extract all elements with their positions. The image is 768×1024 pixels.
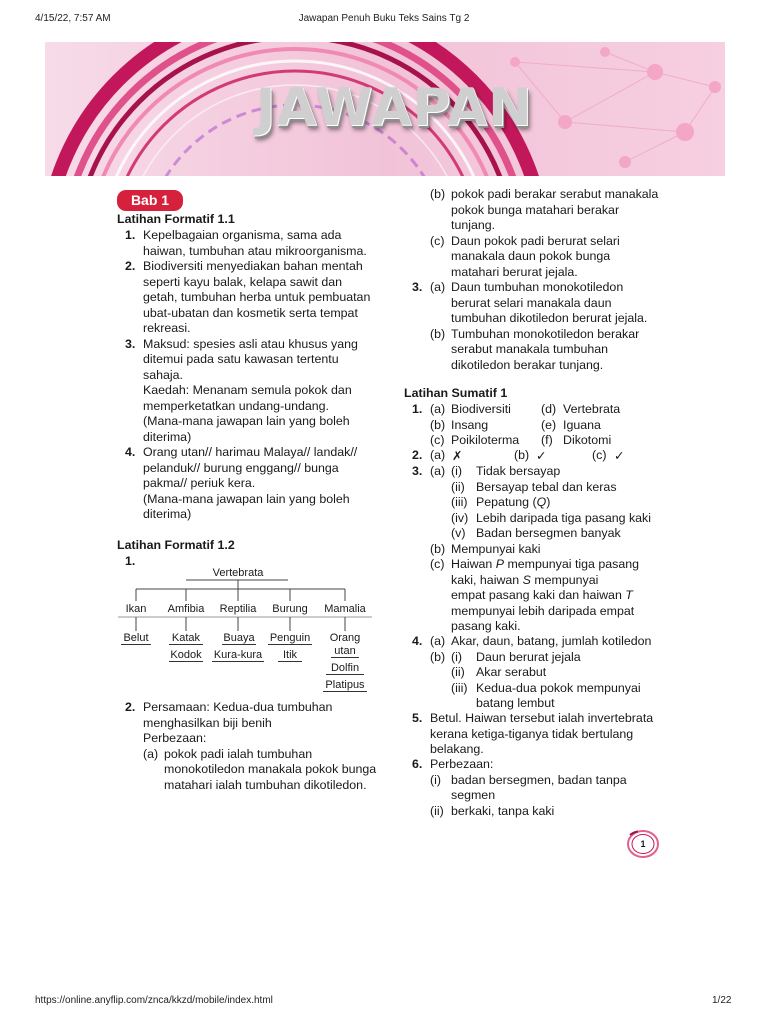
answer-label: (f) [541, 433, 553, 447]
answer-text: pokok padi berakar serabut manakala [451, 187, 659, 201]
banner-title: JAWAPAN [256, 78, 533, 138]
answer-text: ubat-ubatan dan kosmetik serta tempat [143, 305, 358, 320]
tree-example: Penguin [269, 632, 311, 644]
answer-text: Iguana [563, 417, 601, 432]
question-number: 6. [412, 757, 423, 771]
answer-text: Daun tumbuhan monokotiledon [451, 280, 624, 294]
section-heading: Latihan Sumatif 1 [404, 386, 508, 400]
answer-text: tumbuhan dikotiledon berurat jejala. [451, 311, 648, 325]
answer-text: pakma// periuk kera. [143, 476, 256, 490]
answer-text: Poikiloterma [451, 433, 520, 447]
answer-text: Maksud: spesies asli atau khusus yang [143, 336, 358, 351]
answer-text: Biodiversiti [451, 402, 511, 416]
tree-example: Dolfin [326, 662, 364, 675]
jawapan-banner [45, 42, 725, 176]
chapter-badge: Bab 1 [117, 190, 183, 211]
answer-text: matahari ialah tumbuhan dikotiledon. [164, 777, 367, 792]
answer-text: Tidak bersayap [476, 464, 561, 478]
answer-text: menghasilkan biji benih [143, 715, 272, 730]
answer-text: empat pasang kaki dan haiwan T [451, 588, 633, 602]
answer-text: badan bersegmen, badan tanpa [451, 772, 627, 787]
answer-text: Orang utan// harimau Malaya// landak// [143, 445, 358, 459]
tree-example: Belut [121, 632, 151, 645]
answer-label: (b) [514, 448, 530, 462]
answer-text: Daun berurat jejala [476, 649, 581, 664]
answer-label: (b) [430, 649, 446, 664]
answer-label: (b) [430, 326, 446, 341]
answer-text: Dikotomi [563, 433, 612, 447]
question-number: 1. [412, 402, 423, 416]
question-number: 2. [412, 448, 423, 462]
answer-label: (a) [430, 634, 446, 648]
answer-text: belakang. [430, 742, 484, 756]
answer-text: haiwan, tumbuhan atau mikroorganisma. [143, 243, 367, 258]
question-number: 3. [412, 464, 423, 478]
answer-text: manakala daun pokok bunga [451, 249, 611, 263]
answer-text: Kepelbagaian organisma, sama ada [143, 228, 342, 242]
question-number: 1. [125, 554, 136, 568]
answer-text: Betul. Haiwan tersebut ialah invertebrata [430, 711, 654, 725]
print-datetime: 4/15/22, 7:57 AM [35, 13, 111, 24]
question-number: 1. [125, 228, 136, 242]
answer-text: pokok padi ialah tumbuhan [164, 746, 313, 761]
check-mark: ✓ [536, 449, 547, 463]
answer-text: Haiwan P mempunyai tiga pasang [451, 557, 640, 571]
answer-text: Akar, daun, batang, jumlah kotiledon [451, 634, 652, 648]
answer-label: (c) [430, 233, 445, 248]
answer-text: serabut manakala tumbuhan [451, 342, 609, 356]
answer-text: dikotiledon berakar tunjang. [451, 357, 604, 372]
page-number: 1 [640, 839, 646, 849]
tree-class-burung: Burung [272, 603, 308, 615]
answer-label: (i) [430, 772, 442, 787]
answer-text: Daun pokok padi berurat selari [451, 233, 620, 248]
answer-text: kaki, haiwan S mempunyai [451, 572, 599, 587]
answer-text: Perbezaan: [143, 731, 207, 745]
answer-label: (b) [430, 541, 446, 556]
tree-example: Orang [329, 632, 361, 644]
answer-sublabel: (iii) [451, 680, 468, 695]
answer-text: mempunyai lebih daripada empat [451, 603, 635, 618]
answer-text: Kedua-dua pokok mempunyai [476, 680, 641, 695]
answer-sublabel: (i) [451, 464, 463, 478]
tree-class-ikan: Ikan [125, 603, 147, 615]
document-title: Jawapan Penuh Buku Teks Sains Tg 2 [298, 13, 470, 24]
page-url: https://online.anyflip.com/znca/kkzd/mobile/index.html [35, 995, 273, 1006]
tree-example: Itik [278, 649, 302, 662]
answer-text: (Mana-mana jawapan lain yang boleh [143, 491, 350, 506]
answer-sublabel: (iii) [451, 495, 468, 509]
tree-example: Platipus [323, 679, 367, 692]
answer-text: Kaedah: Menanam semula pokok dan [143, 383, 352, 397]
answer-text: monokotiledon manakala pokok bunga [164, 762, 377, 776]
question-number: 5. [412, 711, 423, 725]
check-mark: ✓ [614, 449, 625, 463]
answer-text: pasang kaki. [451, 619, 521, 633]
vertebrata-tree [118, 565, 378, 700]
answer-label: (c) [592, 448, 607, 462]
answer-sublabel: (ii) [451, 479, 465, 494]
answer-text: kerana ketiga-tiganya tidak bertulang [430, 726, 634, 741]
answer-text: Akar serabut [476, 665, 547, 679]
answer-label: (b) [430, 417, 446, 432]
question-number: 3. [125, 336, 136, 351]
answer-text: Bersayap tebal dan keras [476, 479, 617, 494]
section-heading: Latihan Formatif 1.1 [117, 212, 235, 226]
answer-text: Pepatung (Q) [476, 495, 551, 509]
page-counter: 1/22 [712, 995, 732, 1006]
answer-text: rekreasi. [143, 321, 191, 335]
answer-label: (b) [430, 187, 446, 201]
answer-label: (ii) [430, 803, 444, 818]
tree-example: Buaya [223, 632, 255, 644]
answer-label: (a) [430, 448, 446, 462]
answer-label: (a) [430, 464, 446, 478]
answer-text: Perbezaan: [430, 757, 494, 771]
answer-label: (a) [430, 280, 446, 294]
tree-example: Kodok [170, 649, 202, 661]
answer-label: (e) [541, 417, 557, 432]
answer-text: Mempunyai kaki [451, 541, 541, 556]
tree-root: Vertebrata [212, 567, 264, 579]
answer-label: (a) [143, 746, 159, 761]
tree-class-mamalia: Mamalia [324, 603, 366, 615]
answer-text: pelanduk// burung enggang// bunga [143, 460, 339, 475]
answer-text: seperti kayu balak, kelapa sawit dan [143, 274, 343, 289]
page-number-emblem [626, 829, 660, 859]
tree-class-amfibia: Amfibia [167, 603, 205, 615]
answer-text: berkaki, tanpa kaki [451, 803, 555, 818]
tree-example: Katak [169, 632, 203, 645]
answer-label: (c) [430, 557, 445, 571]
answer-text: tunjang. [451, 218, 496, 232]
cross-mark: ✗ [452, 449, 463, 463]
answer-text: batang lembut [476, 696, 555, 710]
question-number: 4. [412, 634, 423, 648]
answer-sublabel: (v) [451, 526, 466, 540]
answer-sublabel: (ii) [451, 665, 465, 679]
question-number: 2. [125, 259, 136, 273]
answer-text: pokok bunga matahari berakar [451, 202, 620, 217]
answer-text: diterima) [143, 507, 192, 521]
answer-text: matahari berurat jejala. [451, 264, 578, 279]
answer-text: (Mana-mana jawapan lain yang boleh [143, 414, 350, 428]
answer-text: Insang [451, 417, 489, 432]
answer-sublabel: (iv) [451, 510, 469, 525]
answer-text: Badan bersegmen banyak [476, 526, 621, 540]
tree-example: Kura-kura [213, 649, 263, 661]
answer-label: (a) [430, 402, 446, 416]
answer-text: getah, tumbuhan herba untuk pembuatan [143, 290, 371, 304]
question-number: 3. [412, 280, 423, 294]
answer-text: ditemui pada satu kawasan tertentu [143, 352, 339, 366]
answer-text: sahaja. [143, 367, 183, 382]
question-number: 2. [125, 700, 136, 714]
answer-text: Vertebrata [563, 402, 621, 416]
answer-sublabel: (i) [451, 649, 463, 664]
answer-text: Persamaan: Kedua-dua tumbuhan [143, 700, 333, 714]
answer-text: segmen [451, 788, 496, 802]
answer-text: Biodiversiti menyediakan bahan mentah [143, 259, 363, 273]
answer-label: (d) [541, 402, 557, 416]
tree-example: utan [331, 645, 359, 658]
answer-label: (c) [430, 433, 445, 447]
answer-text: Tumbuhan monokotiledon berakar [451, 326, 640, 341]
section-heading: Latihan Formatif 1.2 [117, 538, 235, 552]
question-number: 4. [125, 445, 136, 459]
answer-text: diterima) [143, 429, 192, 444]
answer-text: berurat selari manakala daun [451, 295, 612, 310]
answer-text: memperketatkan undang-undang. [143, 398, 329, 413]
tree-class-reptilia: Reptilia [219, 603, 257, 615]
answer-text: Lebih daripada tiga pasang kaki [476, 510, 651, 525]
